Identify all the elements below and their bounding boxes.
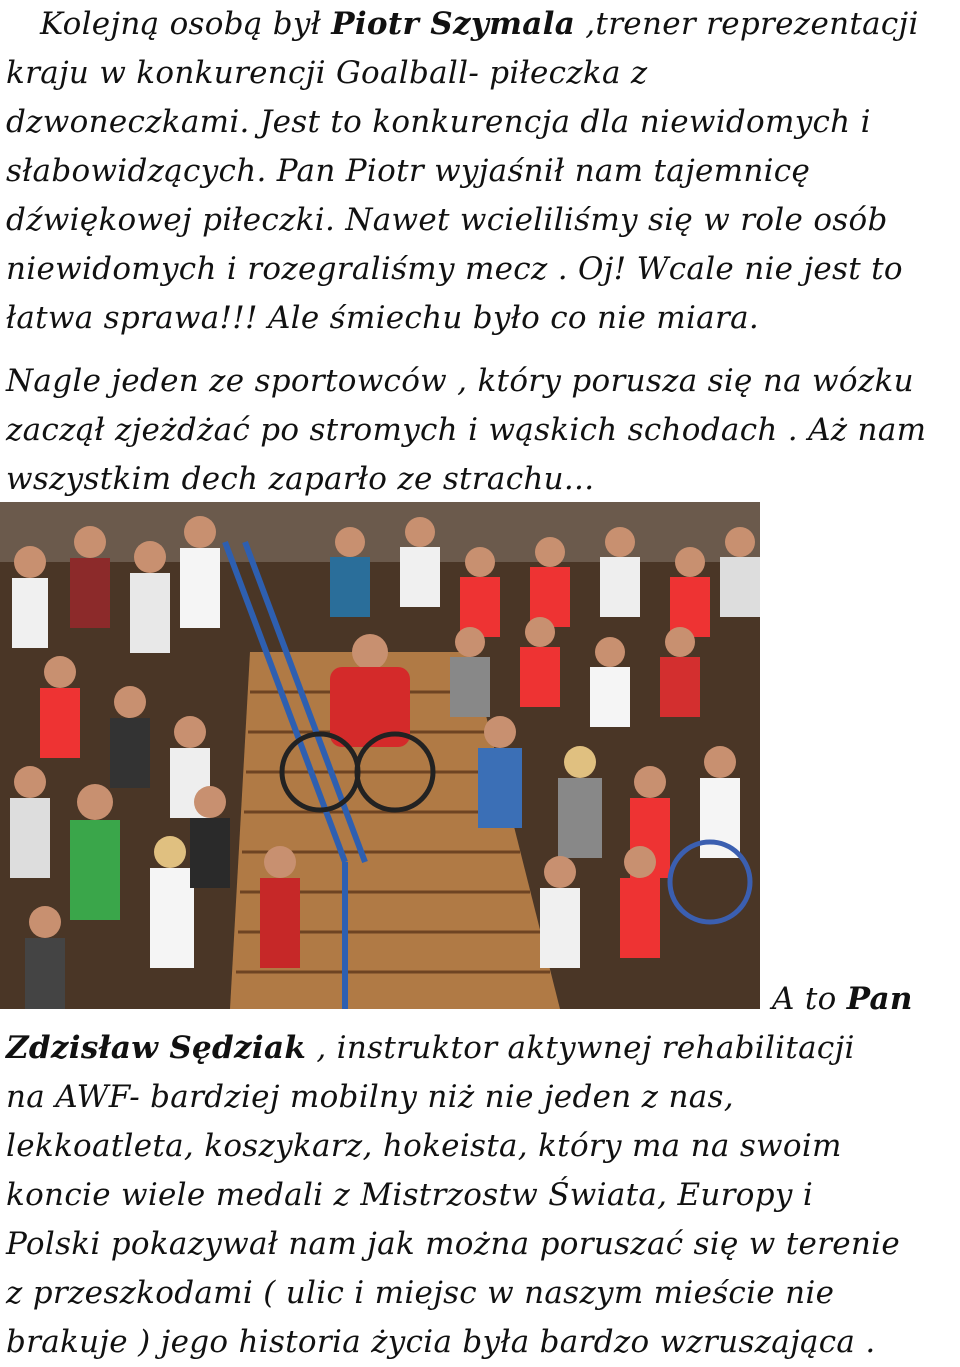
text-line <box>6 1024 956 1073</box>
person-name-piotr: Piotr Szymala <box>331 6 576 42</box>
person-name-zdzislaw: Zdzisław Sędziak <box>6 1030 307 1066</box>
text-line: Polski pokazywał nam jak można poruszać się w terenie <box>6 1226 901 1262</box>
text-line: słabowidzących. Pan Piotr wyjaśnił nam tajemnicę <box>6 153 811 189</box>
text-line: niewidomych i rozegraliśmy mecz . Oj! Wcale nie jest to <box>6 251 903 287</box>
text-span: Kolejną osobą był <box>40 6 332 42</box>
text-line <box>6 0 956 49</box>
text-line: zaczął zjeżdżać po stromych i wąskich schodach . Aż nam <box>6 412 927 448</box>
text-line: Nagle jeden ze sportowców , który porusza się na wózku <box>6 363 914 399</box>
event-photo <box>0 502 760 1009</box>
text-line: brakuje ) jego historia życia była bardzo wzruszająca . <box>6 1324 876 1360</box>
text-span: , instruktor aktywnej rehabilitacji <box>306 1030 855 1066</box>
paragraph-goalball <box>6 0 956 343</box>
text-line: z przeszkodami ( ulic i miejsc w naszym mieście nie <box>6 1275 835 1311</box>
text-line: koncie wiele medali z Mistrzostw Świata, Europy i <box>6 1177 814 1213</box>
text-line: wszystkim dech zaparło ze strachu... <box>6 461 595 497</box>
text-line: lekkoatleta, koszykarz, hokeista, który ma na swoim <box>6 1128 842 1164</box>
text-span: A to <box>772 981 847 1017</box>
text-line: dźwiękowej piłeczki. Nawet wcieliliśmy się w role osób <box>6 202 888 238</box>
text-line: dzwoneczkami. Jest to konkurencja dla niewidomych i <box>6 104 871 140</box>
text-line: na AWF- bardziej mobilny niż nie jeden z nas, <box>6 1079 734 1115</box>
paragraph-wheelchair-stairs <box>6 357 956 504</box>
paragraph-sedziak <box>6 975 956 1367</box>
text-line: kraju w konkurencji Goalball- piłeczka z <box>6 55 648 91</box>
crowd-stairs-photo-icon <box>0 502 760 1009</box>
text-line: łatwa sprawa!!! Ale śmiechu było co nie miara. <box>6 300 760 336</box>
text-line <box>6 975 956 1024</box>
text-span: ,trener reprezentacji <box>575 6 919 42</box>
person-title-pan: Pan <box>846 981 913 1017</box>
